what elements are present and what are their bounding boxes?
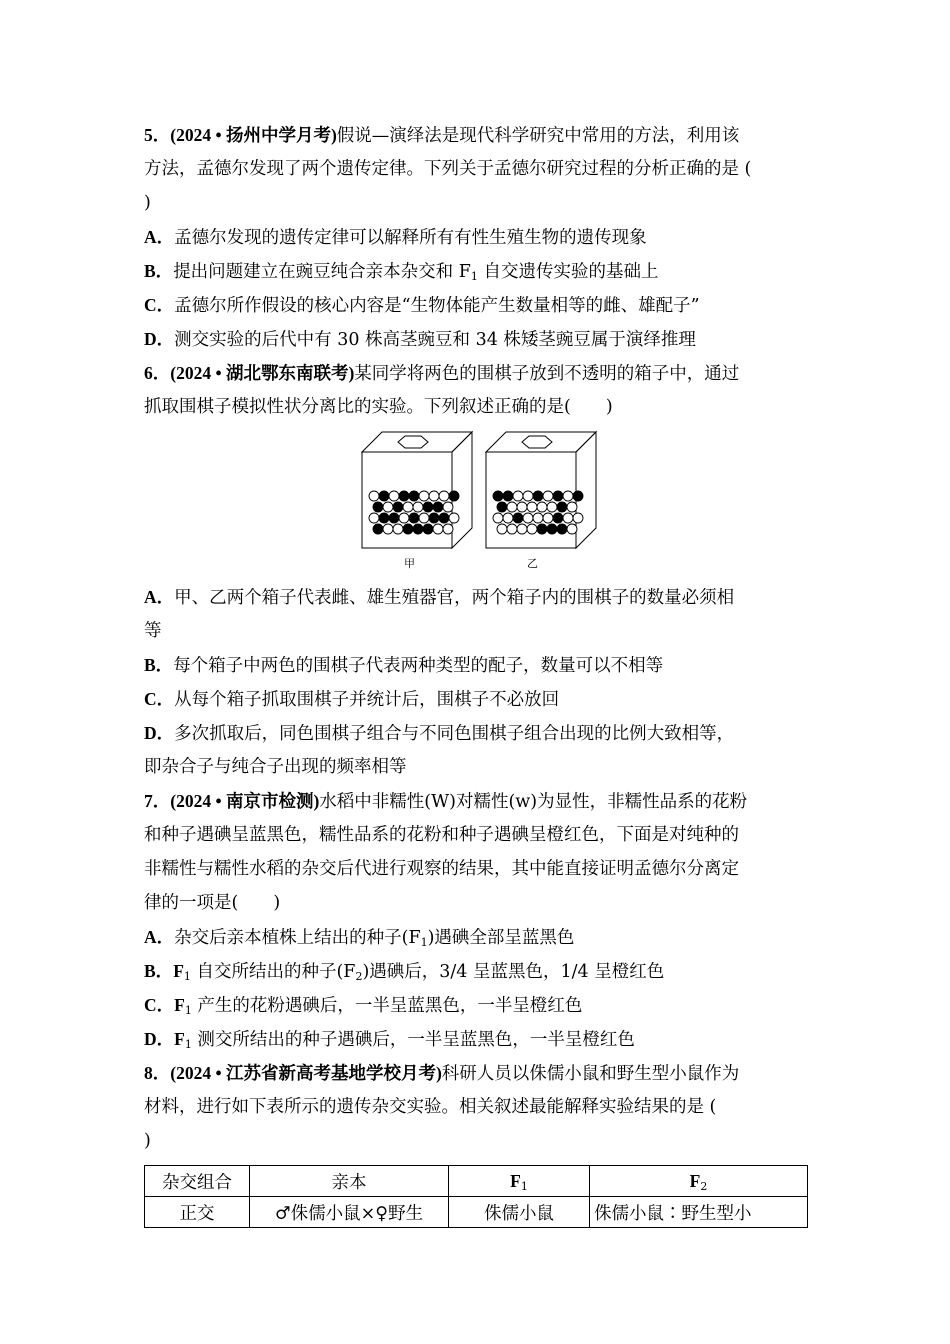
- q7-option-b-mid: 自交所结出的种子(F: [190, 962, 356, 982]
- q6-option-c-label: C．: [144, 689, 175, 709]
- black-stone: [379, 491, 389, 501]
- white-stone: [567, 502, 577, 512]
- black-stone: [423, 524, 433, 534]
- white-stone: [503, 513, 513, 523]
- q7-option-c-f: F: [174, 995, 185, 1015]
- white-stone: [443, 524, 453, 534]
- q5-stem-line3: ): [144, 193, 151, 213]
- q6-option-a-line1[interactable]: [144, 580, 808, 614]
- q5-option-a[interactable]: [144, 220, 808, 254]
- table-cell: 侏儒小鼠: [449, 1197, 590, 1228]
- white-stone: [543, 491, 553, 501]
- white-stone: [439, 491, 449, 501]
- white-stone: [429, 491, 439, 501]
- white-stone: [517, 524, 527, 534]
- go-stones: [369, 491, 583, 534]
- q6-option-b-text: 每个箱子中两色的围棋子代表两种类型的配子，数量可以不相等: [173, 656, 664, 676]
- white-stone: [403, 502, 413, 512]
- q7-source: (2024 • 南京市检测): [170, 791, 320, 811]
- q8-stem-line1: [144, 1056, 808, 1090]
- q6-option-c[interactable]: [144, 682, 808, 716]
- q7-option-a-label: A．: [144, 927, 175, 947]
- q7-stem-line4: 律的一项是( ): [144, 893, 281, 913]
- q7-stem-line3: 非糯性与糯性水稻的杂交后代进行观察的结果，其中能直接证明孟德尔分离定: [144, 859, 739, 879]
- black-stone: [373, 524, 383, 534]
- q7-stem-line2: 和种子遇碘呈蓝黑色，糯性品系的花粉和种子遇碘呈橙红色，下面是对纯种的: [144, 825, 739, 845]
- white-stone: [563, 513, 573, 523]
- table-header-row: [145, 1166, 808, 1197]
- q7-option-a-pre: 杂交后亲本植株上结出的种子(F: [174, 928, 421, 948]
- white-stone: [527, 502, 537, 512]
- white-stone: [497, 524, 507, 534]
- table-cell: 正交: [145, 1197, 250, 1228]
- black-stone: [379, 513, 389, 523]
- q7-option-a-sub: 1: [420, 936, 428, 949]
- q8-source: (2024 • 江苏省新高考基地学校月考): [170, 1063, 442, 1083]
- white-stone: [507, 524, 517, 534]
- boxes-illustration: [354, 426, 614, 576]
- table-header-cell: 亲本: [250, 1166, 449, 1197]
- box-label-jia: 甲: [404, 557, 415, 570]
- black-stone: [429, 513, 439, 523]
- q7-option-c-post: 产生的花粉遇碘后，一半呈蓝黑色，一半呈橙红色: [191, 996, 583, 1016]
- table-row: [145, 1197, 808, 1228]
- q5-option-d[interactable]: [144, 322, 808, 356]
- q5-option-b[interactable]: [144, 254, 808, 288]
- white-stone: [443, 502, 453, 512]
- black-stone: [547, 524, 557, 534]
- q5-source: (2024 • 扬州中学月考): [170, 125, 337, 145]
- black-stone: [409, 491, 419, 501]
- black-stone: [399, 491, 409, 501]
- white-stone: [523, 513, 533, 523]
- white-stone: [433, 524, 443, 534]
- q5-option-d-label: D．: [144, 329, 175, 349]
- q7-option-a[interactable]: [144, 920, 808, 954]
- q8-number: 8．: [144, 1063, 171, 1083]
- q7-option-b-post: )遇碘后，3/4 呈蓝黑色，1/4 呈橙红色: [362, 962, 665, 982]
- white-stone: [419, 513, 429, 523]
- black-stone: [557, 502, 567, 512]
- q5-option-c[interactable]: [144, 288, 808, 322]
- black-stone: [553, 491, 563, 501]
- black-stone: [373, 502, 383, 512]
- q6-option-a-text1: 甲、乙两个箱子代表雌、雄生殖器官，两个箱子内的围棋子的数量必须相: [174, 588, 735, 608]
- q7-option-d-label: D．: [144, 1029, 175, 1049]
- q5-option-a-text: 孟德尔发现的遗传定律可以解释所有有性生殖生物的遗传现象: [174, 228, 647, 248]
- black-stone: [503, 491, 513, 501]
- black-stone: [413, 524, 423, 534]
- q7-option-c[interactable]: [144, 988, 808, 1022]
- q7-option-b-f: F: [173, 961, 184, 981]
- q6-option-a-line2: 等: [144, 621, 162, 641]
- white-stone: [419, 491, 429, 501]
- q8-stem-line3: ): [144, 1131, 151, 1151]
- white-stone: [563, 491, 573, 501]
- q7-option-d-sub: 1: [184, 1038, 192, 1051]
- table-cell: 侏儒小鼠∶野生型小: [590, 1197, 808, 1228]
- black-stone: [403, 524, 413, 534]
- black-stone: [423, 502, 433, 512]
- q5-stem-line2: 方法，孟德尔发现了两个遗传定律。下列关于孟德尔研究过程的分析正确的是 (: [144, 159, 752, 179]
- white-stone: [513, 491, 523, 501]
- black-stone: [497, 502, 507, 512]
- q5-option-c-text: 孟德尔所作假设的核心内容是“生物体能产生数量相等的雌、雄配子”: [174, 296, 700, 316]
- black-stone: [557, 524, 567, 534]
- q5-option-a-label: A．: [144, 227, 175, 247]
- q5-number: 5．: [144, 125, 171, 145]
- q6-stem-line1: [144, 356, 808, 390]
- q6-option-d-text1: 多次抓取后，同色围棋子组合与不同色围棋子组合出现的比例大致相等，: [174, 724, 735, 744]
- black-stone: [493, 491, 503, 501]
- q7-option-b-sub2: 2: [355, 970, 363, 983]
- white-stone: [527, 524, 537, 534]
- white-stone: [523, 491, 533, 501]
- table-header-cell: [590, 1166, 808, 1197]
- white-stone: [517, 502, 527, 512]
- white-stone: [547, 502, 557, 512]
- white-stone: [389, 491, 399, 501]
- q6-stem-line2: 抓取围棋子模拟性状分离比的实验。下列叙述正确的是( ): [144, 397, 613, 417]
- white-stone: [369, 513, 379, 523]
- table-cell: ♂侏儒小鼠×♀野生: [250, 1197, 449, 1228]
- q7-option-b-sub: 1: [183, 970, 191, 983]
- header-f1-sub: 1: [520, 1179, 528, 1193]
- q6-option-b-label: B．: [144, 655, 174, 675]
- q8-stem-line2: 材料，进行如下表所示的遗传杂交实验。相关叙述最能解释实验结果的是 (: [144, 1097, 717, 1117]
- black-stone: [393, 502, 403, 512]
- q7-option-b[interactable]: [144, 954, 808, 988]
- q7-option-c-sub: 1: [184, 1004, 192, 1017]
- white-stone: [383, 524, 393, 534]
- q6-option-b[interactable]: [144, 648, 808, 682]
- q7-stem-text1: 水稻中非糯性(W)对糯性(w)为显性，非糯性品系的花粉: [319, 792, 748, 812]
- q7-option-c-label: C．: [144, 995, 175, 1015]
- q6-stem-text1: 某同学将两色的围棋子放到不透明的箱子中，通过: [354, 364, 740, 384]
- q7-option-a-post: )遇碘全部呈蓝黑色: [427, 928, 575, 948]
- white-stone: [413, 502, 423, 512]
- black-stone: [533, 491, 543, 501]
- q5-stem-line1: [144, 118, 808, 152]
- q7-option-d-post: 测交所结出的种子遇碘后，一半呈蓝黑色，一半呈橙红色: [191, 1030, 635, 1050]
- black-stone: [553, 513, 563, 523]
- white-stone: [369, 491, 379, 501]
- black-stone: [537, 524, 547, 534]
- black-stone: [409, 513, 419, 523]
- white-stone: [573, 513, 583, 523]
- box-label-yi: 乙: [527, 557, 538, 570]
- white-stone: [537, 502, 547, 512]
- header-f1-base: F: [510, 1170, 521, 1191]
- q6-option-a-label: A．: [144, 587, 175, 607]
- white-stone: [533, 513, 543, 523]
- white-stone: [399, 513, 409, 523]
- q5-stem-text1: 假说—演绎法是现代科学研究中常用的方法，利用该: [336, 126, 740, 146]
- header-f2-base: F: [689, 1170, 701, 1191]
- cross-table: [144, 1165, 808, 1228]
- white-stone: [383, 502, 393, 512]
- document-page: [144, 118, 808, 1228]
- black-stone: [513, 513, 523, 523]
- black-stone: [389, 513, 399, 523]
- white-stone: [449, 513, 459, 523]
- white-stone: [507, 502, 517, 512]
- q5-option-b-sub: 1: [470, 270, 478, 283]
- white-stone: [543, 513, 553, 523]
- q7-option-d-f: F: [174, 1029, 185, 1049]
- white-stone: [493, 513, 503, 523]
- q5-option-b-label: B．: [144, 261, 174, 281]
- q6-number: 6．: [144, 363, 171, 383]
- table-header-cell: 杂交组合: [145, 1166, 250, 1197]
- q7-option-d[interactable]: [144, 1022, 808, 1056]
- q6-option-d-line2: 即杂合子与纯合子出现的频率相等: [144, 757, 407, 777]
- q6-option-d-label: D．: [144, 723, 175, 743]
- q7-number: 7．: [144, 791, 171, 811]
- black-stone: [439, 513, 449, 523]
- q8-stem-text1: 科研人员以侏儒小鼠和野生型小鼠作为: [441, 1064, 740, 1084]
- q5-option-b-text-pre: 提出问题建立在豌豆纯合亲本杂交和 F: [173, 262, 471, 282]
- black-stone: [573, 491, 583, 501]
- q5-option-b-text-post: 自交遗传实验的基础上: [477, 262, 659, 282]
- q7-stem-line1: [144, 784, 808, 818]
- header-f2-sub: 2: [700, 1179, 708, 1193]
- white-stone: [393, 524, 403, 534]
- q6-option-d-line1[interactable]: [144, 716, 808, 750]
- black-stone: [433, 502, 443, 512]
- q6-option-c-text: 从每个箱子抓取围棋子并统计后，围棋子不必放回: [174, 690, 560, 710]
- table-header-cell: [449, 1166, 590, 1197]
- q7-option-b-label: B．: [144, 961, 174, 981]
- black-stone: [449, 491, 459, 501]
- white-stone: [567, 524, 577, 534]
- q6-source: (2024 • 湖北鄂东南联考): [170, 363, 355, 383]
- boxes-figure: [144, 424, 808, 580]
- q5-option-d-text: 测交实验的后代中有 30 株高茎豌豆和 34 株矮茎豌豆属于演绎推理: [174, 330, 696, 350]
- q5-option-c-label: C．: [144, 295, 175, 315]
